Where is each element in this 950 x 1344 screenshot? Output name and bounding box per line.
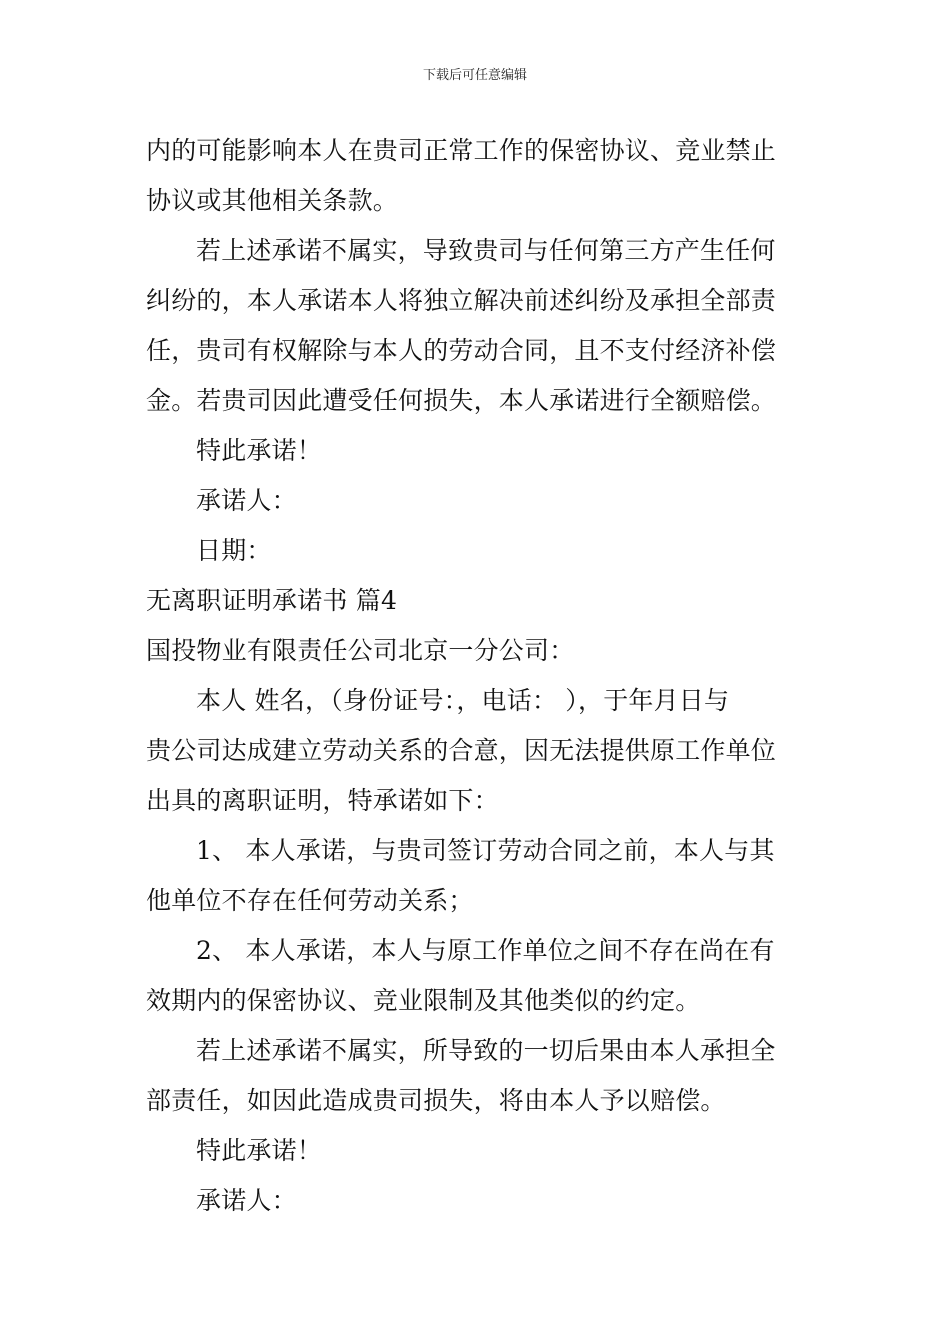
text-line: 出具的离职证明，特承诺如下： [146,786,499,815]
text-line: 部责任，如因此造成贵司损失，将由本人予以赔偿。 [146,1086,726,1115]
signer-label: 承诺人： [196,1186,297,1215]
section-title: 无离职证明承诺书 篇4 [146,586,398,615]
page-header: 下载后可任意编辑 [422,68,527,83]
signer-label: 承诺人： [196,486,297,515]
list-item: 2、 本人承诺，本人与原工作单位之间不存在尚在有 [196,936,775,965]
text-line: 特此承诺！ [196,436,323,465]
text-line: 特此承诺！ [196,1136,323,1165]
text-line: 任，贵司有权解除与本人的劳动合同，且不支付经济补偿 [146,336,777,365]
text-line: 贵公司达成建立劳动关系的合意，因无法提供原工作单位 [146,736,777,765]
text-line: 协议或其他相关条款。 [146,186,399,215]
text-line: 金。若贵司因此遭受任何损失，本人承诺进行全额赔偿。 [146,386,777,415]
text-line: 若上述承诺不属实，所导致的一切后果由本人承担全 [196,1036,776,1065]
list-item: 1、 本人承诺，与贵司签订劳动合同之前，本人与其 [196,836,775,865]
text-line: 若上述承诺不属实，导致贵司与任何第三方产生任何 [196,236,776,265]
text-line: 本人 姓名，（身份证号：，电话： ），于年月日与 [196,686,730,715]
text-line: 纠纷的，本人承诺本人将独立解决前述纠纷及承担全部责 [146,286,777,315]
text-line: 内的可能影响本人在贵司正常工作的保密协议、竞业禁止 [146,136,777,165]
document-body [146,126,811,1226]
text-line: 他单位不存在任何劳动关系； [146,886,474,915]
date-label: 日期： [196,536,272,565]
addressee: 国投物业有限责任公司北京一分公司： [146,636,575,665]
text-line: 效期内的保密协议、竞业限制及其他类似的约定。 [146,986,701,1015]
